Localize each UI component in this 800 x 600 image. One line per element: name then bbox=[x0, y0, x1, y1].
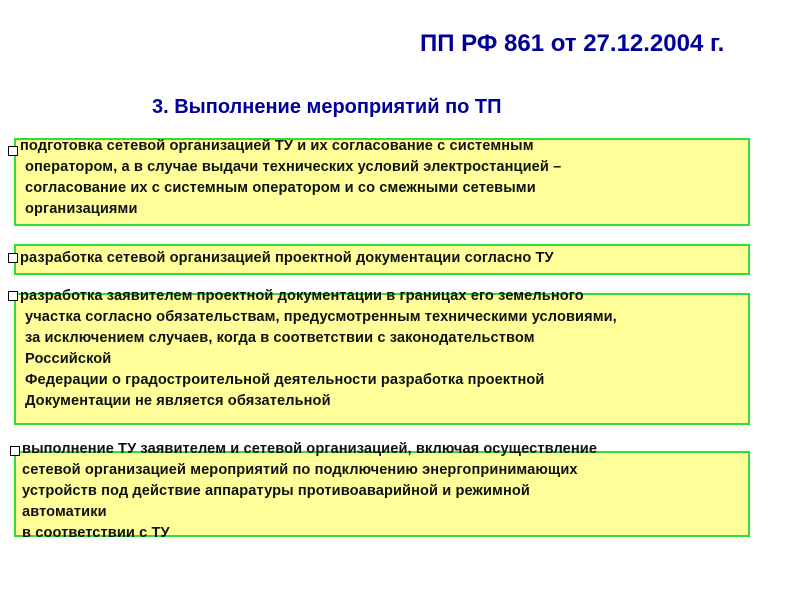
item-text-1 bbox=[20, 136, 561, 220]
item-1-line: подготовка сетевой организацией ТУ и их согласование с системным bbox=[20, 138, 534, 154]
item-1-line: организациями bbox=[25, 201, 138, 217]
checkbox-bullet-icon bbox=[8, 253, 18, 263]
item-4-line: выполнение ТУ заявителем и сетевой организацией, включая осуществление bbox=[22, 441, 598, 457]
checkbox-bullet-icon bbox=[8, 291, 18, 301]
item-text-4 bbox=[22, 439, 597, 544]
item-4-line: устройств под действие аппаратуры противоаварийной и режимной bbox=[22, 483, 530, 499]
item-3-line: Документации не является обязательной bbox=[25, 393, 331, 409]
item-2-line: разработка сетевой организацией проектной документации согласно ТУ bbox=[20, 250, 554, 266]
item-3-line: Федерации о градостроительной деятельности разработка проектной bbox=[25, 372, 545, 388]
item-3-line: разработка заявителем проектной документации в границах его земельного bbox=[20, 288, 584, 304]
item-1-line: согласование их с системным оператором и со смежными сетевыми bbox=[25, 180, 536, 196]
item-3-line: за исключением случаев, когда в соответствии с законодательством bbox=[25, 330, 535, 346]
item-4-line: сетевой организацией мероприятий по подключению энергопринимающих bbox=[22, 462, 578, 478]
item-3-line: Российской bbox=[25, 351, 112, 367]
item-text-3 bbox=[20, 286, 617, 412]
item-1-line: оператором, а в случае выдачи технических условий электростанцией – bbox=[25, 159, 562, 175]
checkbox-bullet-icon bbox=[10, 446, 20, 456]
item-text-2 bbox=[20, 248, 554, 269]
checkbox-bullet-icon bbox=[8, 146, 18, 156]
section-title: 3. Выполнение мероприятий по ТП bbox=[152, 96, 502, 118]
item-4-line: автоматики bbox=[22, 504, 107, 520]
item-3-line: участка согласно обязательствам, предусмотренным техническими условиями, bbox=[25, 309, 617, 325]
item-4-line: в соответствии с ТУ bbox=[22, 525, 170, 541]
document-reference-title: ПП РФ 861 от 27.12.2004 г. bbox=[420, 30, 725, 57]
